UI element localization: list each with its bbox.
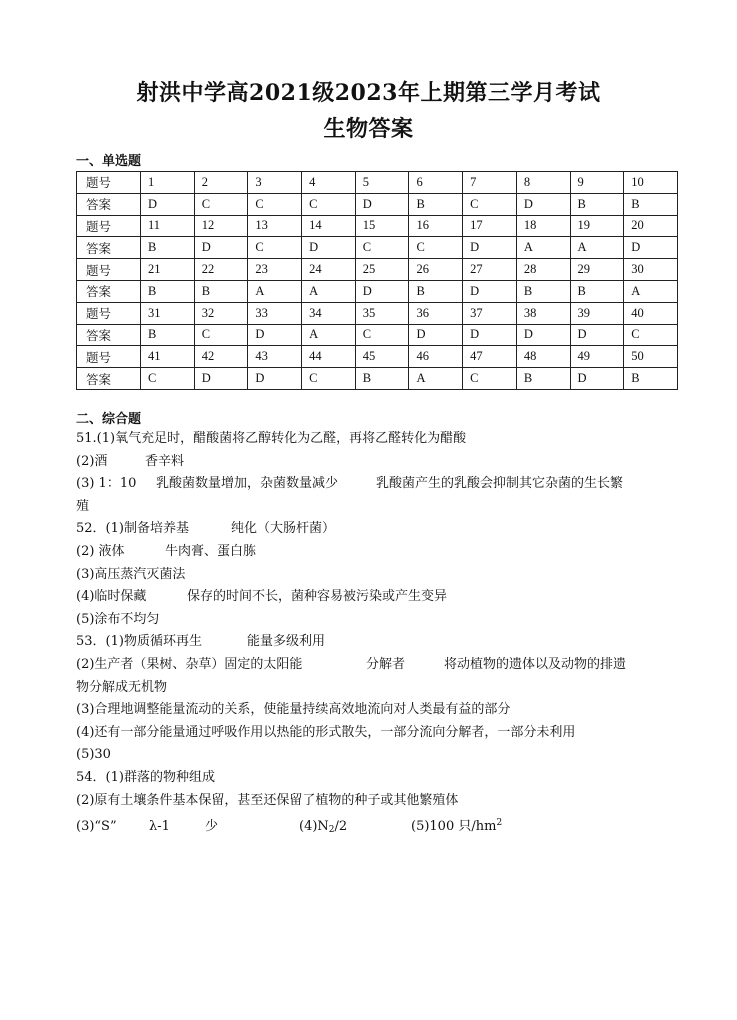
table-cell: 33: [248, 302, 302, 324]
answer-line: [76, 677, 676, 700]
table-cell: D: [248, 368, 302, 390]
answer-text: (4)临时保藏: [76, 589, 147, 605]
table-cell: A: [302, 324, 356, 346]
answer-text: 54．(1)群落的物种组成: [76, 769, 215, 785]
answer-text: 乳酸菌产生的乳酸会抑制其它杂菌的生长繁: [376, 476, 624, 492]
table-cell: 46: [409, 346, 463, 368]
table-cell: B: [570, 193, 624, 215]
table-cell: 34: [302, 302, 356, 324]
answer-text: 香辛料: [145, 453, 185, 469]
table-cell: 16: [409, 215, 463, 237]
answer-text: 分解者: [366, 656, 406, 672]
row-label: 题号: [77, 215, 141, 237]
answer-text: (3)高压蒸汽灭菌法: [76, 566, 186, 582]
table-cell: D: [516, 193, 570, 215]
answer-text: 纯化（大肠杆菌）: [231, 521, 336, 537]
table-cell: 13: [248, 215, 302, 237]
table-cell: C: [194, 324, 248, 346]
table-cell: B: [624, 193, 678, 215]
table-cell: 28: [516, 259, 570, 281]
comprehensive-answers: [76, 428, 676, 835]
table-cell: D: [194, 237, 248, 259]
section-heading-single-choice: 一、单选题: [76, 154, 142, 169]
answer-line: [76, 699, 676, 722]
table-cell: A: [516, 237, 570, 259]
answer-text: 殖: [76, 498, 90, 514]
table-cell: A: [409, 368, 463, 390]
answer-text: (2) 液体: [76, 543, 125, 559]
table-cell: A: [570, 237, 624, 259]
table-cell: D: [355, 193, 409, 215]
table-cell: C: [194, 193, 248, 215]
section-heading-comprehensive: 二、综合题: [76, 412, 142, 427]
answer-text: 51.(1)氧气充足时，醋酸菌将乙醇转化为乙醛，再将乙醛转化为醋酸: [76, 431, 467, 446]
table-cell: 14: [302, 215, 356, 237]
row-label: 答案: [77, 280, 141, 302]
table-cell: C: [355, 237, 409, 259]
table-cell: C: [355, 324, 409, 346]
table-cell: 20: [624, 215, 678, 237]
table-cell: 22: [194, 259, 248, 281]
answer-text: (4)N: [299, 819, 329, 835]
table-cell: 42: [194, 346, 248, 368]
table-cell: 30: [624, 259, 678, 281]
answer-line: [76, 428, 676, 451]
table-cell: 11: [141, 215, 195, 237]
table-cell: D: [463, 237, 517, 259]
table-row: [77, 259, 678, 281]
table-cell: B: [516, 368, 570, 390]
table-cell: 41: [141, 346, 195, 368]
table-cell: 31: [141, 302, 195, 324]
answer-text: 能量多级利用: [247, 634, 326, 650]
answer-line: [76, 654, 676, 677]
table-cell: C: [409, 237, 463, 259]
table-cell: 35: [355, 302, 409, 324]
table-cell: 43: [248, 346, 302, 368]
table-row: [77, 346, 678, 368]
answer-text: (4)还有一部分能量通过呼吸作用以热能的形式散失，一部分流向分解者，一部分未利用: [76, 724, 576, 740]
answer-text: 牛肉膏、蛋白胨: [165, 543, 257, 559]
table-row: [77, 237, 678, 259]
table-cell: D: [141, 193, 195, 215]
table-cell: B: [141, 280, 195, 302]
table-cell: D: [355, 280, 409, 302]
table-cell: 17: [463, 215, 517, 237]
table-cell: B: [355, 368, 409, 390]
table-cell: 50: [624, 346, 678, 368]
answer-text: 保存的时间不长，菌种容易被污染或产生变异: [187, 589, 448, 605]
table-cell: B: [570, 280, 624, 302]
table-cell: B: [516, 280, 570, 302]
table-cell: B: [409, 280, 463, 302]
table-cell: C: [302, 368, 356, 390]
answer-text: 53．(1)物质循环再生: [76, 634, 202, 650]
answer-text: [411, 819, 502, 834]
table-cell: 12: [194, 215, 248, 237]
table-cell: B: [141, 237, 195, 259]
table-cell: D: [570, 324, 624, 346]
row-label: 题号: [77, 346, 141, 368]
answer-text: 物分解成无机物: [76, 679, 168, 695]
row-label: 答案: [77, 324, 141, 346]
row-label: 题号: [77, 302, 141, 324]
answer-line: [76, 722, 676, 745]
table-cell: 27: [463, 259, 517, 281]
table-cell: 25: [355, 259, 409, 281]
answer-text: 乳酸菌数量增加，杂菌数量减少: [156, 476, 339, 492]
table-cell: 8: [516, 172, 570, 194]
answer-text: 52．(1)制备培养基: [76, 521, 189, 537]
table-cell: 10: [624, 172, 678, 194]
table-cell: D: [194, 368, 248, 390]
answer-line: [76, 451, 676, 474]
table-cell: 24: [302, 259, 356, 281]
table-cell: 23: [248, 259, 302, 281]
table-cell: 39: [570, 302, 624, 324]
table-cell: A: [302, 280, 356, 302]
table-cell: D: [624, 237, 678, 259]
table-cell: 49: [570, 346, 624, 368]
answer-text: (3) 1：10: [76, 476, 137, 492]
table-cell: 21: [141, 259, 195, 281]
answer-text: (5)30: [76, 747, 111, 763]
table-row: [77, 324, 678, 346]
answer-table: [76, 171, 678, 390]
table-cell: D: [463, 324, 517, 346]
table-cell: 19: [570, 215, 624, 237]
table-cell: D: [570, 368, 624, 390]
table-cell: 3: [248, 172, 302, 194]
answer-text: (5)100 只/hm: [411, 819, 497, 835]
answer-text: (2)酒: [76, 453, 108, 469]
table-cell: 48: [516, 346, 570, 368]
answer-line: [76, 609, 676, 632]
table-cell: A: [624, 280, 678, 302]
table-cell: C: [624, 324, 678, 346]
table-cell: 40: [624, 302, 678, 324]
answer-line: [76, 790, 676, 813]
table-row: [77, 172, 678, 194]
answer-line: [76, 496, 676, 519]
table-cell: 9: [570, 172, 624, 194]
row-label: 答案: [77, 193, 141, 215]
answer-text: λ-1: [149, 819, 170, 835]
table-cell: 38: [516, 302, 570, 324]
answer-text: 将动植物的遗体以及动物的排遗: [444, 656, 627, 672]
answer-line: [76, 744, 676, 767]
answer-text: (3)“S”: [76, 819, 117, 835]
row-label: 题号: [77, 172, 141, 194]
table-cell: B: [141, 324, 195, 346]
superscript: 2: [496, 818, 503, 829]
table-cell: D: [516, 324, 570, 346]
table-cell: 6: [409, 172, 463, 194]
table-cell: C: [248, 237, 302, 259]
answer-line: [76, 812, 676, 835]
table-cell: C: [463, 193, 517, 215]
table-cell: 47: [463, 346, 517, 368]
exam-subtitle: 生物答案: [323, 116, 414, 142]
table-cell: 29: [570, 259, 624, 281]
table-cell: D: [463, 280, 517, 302]
table-cell: D: [248, 324, 302, 346]
table-cell: 1: [141, 172, 195, 194]
answer-text: (5)涂布不均匀: [76, 611, 160, 627]
exam-title: 射洪中学高2021级2023年上期第三学月考试: [136, 80, 601, 106]
table-cell: 36: [409, 302, 463, 324]
table-row: [77, 215, 678, 237]
table-cell: 15: [355, 215, 409, 237]
table-cell: B: [624, 368, 678, 390]
table-row: [77, 280, 678, 302]
table-row: [77, 193, 678, 215]
table-cell: 37: [463, 302, 517, 324]
row-label: 题号: [77, 259, 141, 281]
answer-text: (2)原有土壤条件基本保留，甚至还保留了植物的种子或其他繁殖体: [76, 792, 459, 808]
answer-line: [76, 518, 676, 541]
table-cell: 45: [355, 346, 409, 368]
answer-text: (3)合理地调整能量流动的关系，使能量持续高效地流向对人类最有益的部分: [76, 702, 511, 718]
table-cell: A: [248, 280, 302, 302]
table-cell: C: [248, 193, 302, 215]
table-cell: 32: [194, 302, 248, 324]
table-cell: 26: [409, 259, 463, 281]
table-cell: D: [409, 324, 463, 346]
table-cell: C: [463, 368, 517, 390]
table-cell: C: [141, 368, 195, 390]
table-cell: 18: [516, 215, 570, 237]
table-row: [77, 368, 678, 390]
table-cell: 7: [463, 172, 517, 194]
table-cell: 4: [302, 172, 356, 194]
table-cell: C: [302, 193, 356, 215]
answer-text: [299, 816, 411, 842]
answer-text: /2: [334, 819, 348, 835]
answer-text: (2)生产者（果树、杂草）固定的太阳能: [76, 656, 303, 672]
table-row: [77, 302, 678, 324]
answer-line: [76, 564, 676, 587]
table-cell: 5: [355, 172, 409, 194]
answer-line: [76, 767, 676, 790]
table-cell: 2: [194, 172, 248, 194]
answer-line: [76, 586, 676, 609]
table-cell: B: [409, 193, 463, 215]
answer-line: [76, 473, 676, 496]
table-cell: 44: [302, 346, 356, 368]
table-cell: B: [194, 280, 248, 302]
row-label: 答案: [77, 237, 141, 259]
row-label: 答案: [77, 368, 141, 390]
answer-line: [76, 541, 676, 564]
answer-text: 少: [205, 819, 219, 835]
subscript: 2: [328, 825, 335, 836]
answer-line: [76, 631, 676, 654]
table-cell: D: [302, 237, 356, 259]
